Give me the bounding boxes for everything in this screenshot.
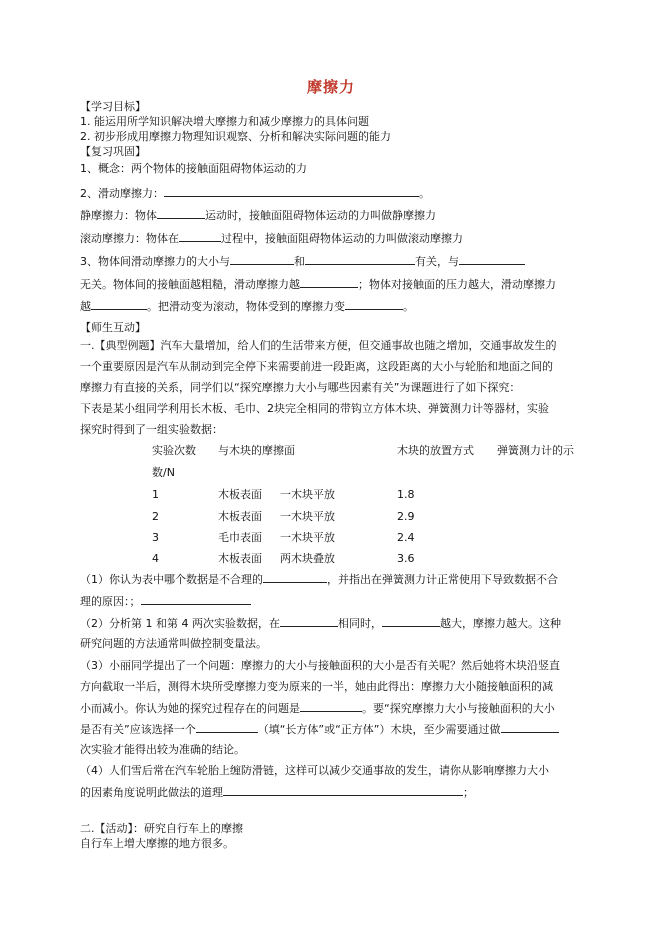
q1-line-2 — [80, 594, 251, 609]
q3-text-c: 有关，与 — [415, 255, 459, 268]
q3-blank-4[interactable] — [300, 277, 358, 288]
table-header-unit: 数/N — [152, 466, 175, 479]
q3p-line-1: （3）小丽同学提出了一个问题：摩擦力的大小与接触面积的大小是否有关呢？然后她将木块沿竖直 — [80, 659, 560, 672]
goal-1: 1. 能运用所学知识解决增大摩擦力和减少摩擦力的具体问题 — [80, 115, 369, 128]
q3-text-f: 越 — [80, 300, 91, 313]
q3-blank-3[interactable] — [459, 254, 525, 265]
table-cell: 一木块平放 — [280, 488, 335, 501]
q3p-line-5: 次实验才能得出较为准确的结论。 — [80, 743, 245, 756]
table-cell: 2.4 — [397, 531, 415, 544]
q3p-line-3 — [80, 701, 555, 716]
q3-text-h: 。 — [403, 300, 414, 313]
q3p-blank-1[interactable] — [300, 701, 362, 712]
q1-blank-2[interactable] — [141, 594, 251, 605]
q3p-text-d: （填“长方体”或“正方体”）木块，至少需要通过做 — [257, 723, 501, 736]
q3-text-b: 和 — [294, 255, 305, 268]
goals-header: 【学习目标】 — [80, 100, 146, 113]
q3-blank-6[interactable] — [345, 299, 403, 310]
table-cell: 3 — [152, 531, 159, 544]
static-text-a: 静摩擦力：物体 — [80, 209, 157, 222]
sliding-line — [80, 186, 430, 201]
q2-line-2: 研究问题的方法通常叫做控制变量法。 — [80, 637, 267, 650]
goal-2: 2. 初步形成用摩擦力物理知识观察、分析和解决实际问题的能力 — [80, 130, 391, 143]
rolling-blank[interactable] — [179, 231, 221, 242]
q1-blank-1[interactable] — [263, 572, 327, 583]
q1-line-1 — [80, 572, 558, 587]
q4-line-2 — [80, 785, 474, 800]
example-line-3: 摩擦力有直接的关系，同学们以“探究摩擦力大小与哪些因素有关”为课题进行了如下探究： — [80, 381, 521, 394]
q3-text-d: 无关。物体间的接触面越粗糙，滑动摩擦力越 — [80, 278, 300, 291]
table-header-reading: 弹簧测力计的示 — [497, 444, 574, 457]
static-blank[interactable] — [157, 208, 205, 219]
sliding-end: 。 — [419, 187, 430, 200]
concept-line: 1、概念：两个物体的接触面阻碍物体运动的力 — [80, 162, 307, 175]
q2-blank-2[interactable] — [382, 616, 440, 627]
q3p-text-c: 是否有关”应该选择一个 — [80, 723, 196, 736]
q1-text-b: ，并指出在弹簧测力计正常使用下导致数据不合 — [327, 573, 558, 586]
sliding-label: 2、滑动摩擦力： — [80, 187, 164, 200]
q3-line-3 — [80, 299, 414, 314]
static-text-b: 运动时，接触面阻碍物体运动的力叫做静摩擦力 — [205, 209, 436, 222]
q2-text-b: 相同时， — [337, 617, 382, 630]
table-cell: 木板表面 — [218, 488, 262, 501]
table-cell: 2 — [152, 510, 159, 523]
table-header-surface: 与木块的摩擦面 — [218, 444, 295, 457]
q1-text-c: 理的原因：； — [80, 595, 141, 608]
q3-text-g: 。把滑动变为滚动，物体受到的摩擦力变 — [147, 300, 345, 313]
static-line — [80, 208, 436, 223]
q4-text-a: 的因素角度说明此做法的道理 — [80, 786, 223, 799]
activity-text: 自行车上增大摩擦的地方很多。 — [80, 837, 234, 850]
example-line-1: 一.【典型例题】汽车大量增加，给人们的生活带来方便，但交通事故也随之增加，交通事故发生的 — [80, 339, 557, 352]
table-header-placement: 木块的放置方式 — [397, 444, 474, 457]
q3p-text-b: 。要“探究摩擦力大小与接触面积的大小 — [362, 702, 555, 715]
activity-header: 二.【活动】：研究自行车上的摩擦 — [80, 822, 243, 835]
table-cell: 两木块叠放 — [280, 552, 335, 565]
rolling-text-a: 滚动摩擦力：物体在 — [80, 232, 179, 245]
rolling-line — [80, 231, 463, 246]
q4-line-1: （4）人们雪后常在汽车轮胎上缠防滑链，这样可以减少交通事故的发生，请你从影响摩擦力大小 — [80, 764, 549, 777]
q1-text-a: （1）你认为表中哪个数据是不合理的 — [80, 573, 263, 586]
table-cell: 4 — [152, 552, 159, 565]
table-cell: 1.8 — [397, 488, 415, 501]
q3-blank-2[interactable] — [305, 254, 415, 265]
q4-text-b: ； — [463, 786, 474, 799]
q2-line-1 — [80, 616, 561, 631]
rolling-text-b: 过程中，接触面阻碍物体运动的力叫做滚动摩擦力 — [221, 232, 463, 245]
q3p-line-4 — [80, 722, 559, 737]
example-line-2: 一个重要原因是汽车从制动到完全停下来需要前进一段距离，这段距离的大小与轮胎和地面之间的 — [80, 360, 553, 373]
q2-blank-1[interactable] — [280, 616, 338, 627]
q4-blank[interactable] — [223, 785, 463, 796]
q3-line-2 — [80, 277, 556, 292]
review-header: 【复习巩固】 — [80, 145, 146, 158]
q2-text-a: （2）分析第 1 和第 4 两次实验数据，在 — [80, 617, 280, 630]
table-header-trial: 实验次数 — [152, 444, 196, 457]
table-cell: 1 — [152, 488, 159, 501]
q3-text-e: ；物体对接触面的压力越大，滑动摩擦力 — [358, 278, 556, 291]
interact-header: 【师生互动】 — [80, 321, 146, 334]
q3-text-a: 3、物体间滑动摩擦力的大小与 — [80, 255, 230, 268]
table-cell: 3.6 — [397, 552, 415, 565]
sliding-blank[interactable] — [164, 186, 419, 197]
q3-blank-5[interactable] — [91, 299, 147, 310]
q2-text-c: 越大，摩擦力越大。这种 — [439, 617, 561, 630]
table-cell: 木板表面 — [218, 552, 262, 565]
table-cell: 一木块平放 — [280, 510, 335, 523]
page-title: 摩擦力 — [307, 78, 356, 96]
table-cell: 毛巾表面 — [218, 531, 262, 544]
table-cell: 木板表面 — [218, 510, 262, 523]
q3p-blank-2[interactable] — [196, 722, 258, 733]
q3p-text-a: 小而减小。你认为她的探究过程存在的问题是 — [80, 702, 300, 715]
table-cell: 一木块平放 — [280, 531, 335, 544]
table-cell: 2.9 — [397, 510, 415, 523]
q3-line-1 — [80, 254, 525, 269]
example-line-4: 下表是某小组同学利用长木板、毛巾、2块完全相同的带钩立方体木块、弹簧测力计等器材，实验 — [80, 402, 549, 415]
q3-blank-1[interactable] — [230, 254, 294, 265]
example-line-5: 探究时得到了一组实验数据： — [80, 423, 223, 436]
q3p-blank-3[interactable] — [501, 722, 559, 733]
q3p-line-2: 方向截取一半后，测得木块所受摩擦力变为原来的一半，她由此得出：摩擦力大小随接触面积的减 — [80, 680, 553, 693]
